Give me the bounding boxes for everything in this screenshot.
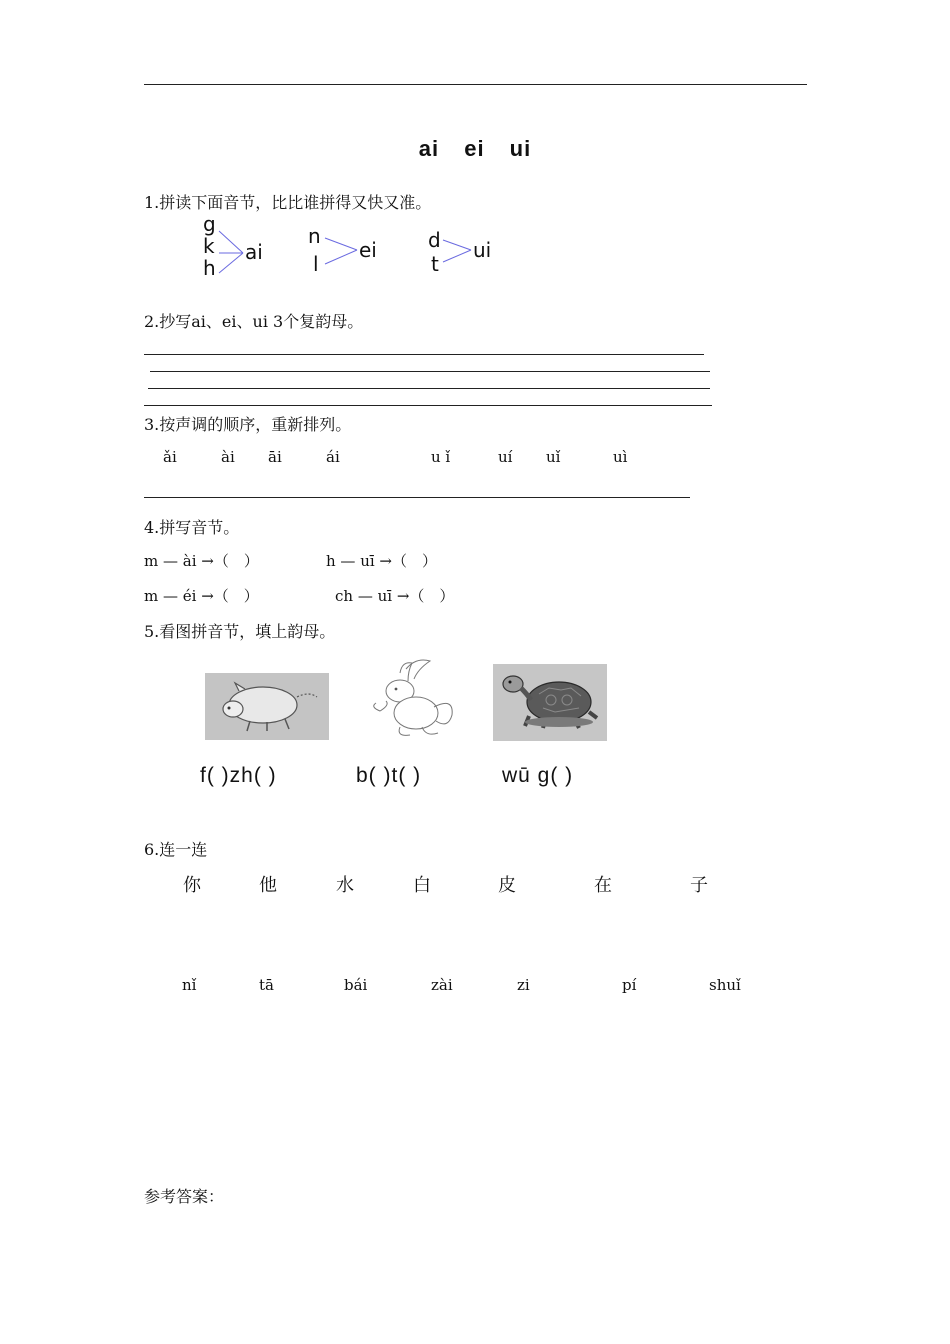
- question-6-text: 6.连一连: [144, 840, 208, 859]
- spell-item: m — ài →（ ）: [144, 552, 259, 570]
- character: 你: [183, 875, 201, 896]
- tone-item: uí: [498, 448, 513, 466]
- final-ai: ai: [245, 240, 263, 264]
- writing-line-3: [148, 388, 710, 389]
- pinyin-item: pí: [622, 976, 637, 994]
- initial-h: h: [203, 256, 216, 280]
- character: 白: [413, 875, 431, 896]
- rabbit-picture: [356, 657, 460, 741]
- page-title: ai ei ui: [418, 136, 532, 161]
- blank-turtle: wū g( ): [502, 764, 574, 787]
- blank-pig: f( )zh( ): [200, 764, 277, 787]
- turtle-picture: [493, 664, 607, 741]
- header-rule: [144, 84, 807, 85]
- spell-item: m — éi →（ ）: [144, 587, 259, 605]
- syllable-diagram: [195, 212, 515, 288]
- initial-d: d: [428, 228, 441, 252]
- tone-item: ǎi: [163, 448, 177, 466]
- pinyin-item: zài: [431, 976, 453, 994]
- writing-line-2: [150, 371, 710, 372]
- character: 他: [259, 875, 277, 896]
- answers-label: 参考答案：: [144, 1187, 225, 1206]
- tone-item: uǐ: [546, 448, 561, 466]
- pinyin-item: zi: [517, 976, 530, 994]
- character: 子: [690, 875, 708, 896]
- question-5-text: 5.看图拼音节，填上韵母。: [144, 622, 336, 641]
- pinyin-item: bái: [344, 976, 368, 994]
- spell-item: ch — uī →（ ）: [335, 587, 455, 605]
- tone-item: ài: [221, 448, 235, 466]
- tone-item: āi: [268, 448, 282, 466]
- character: 在: [594, 875, 612, 896]
- writing-line-1: [144, 354, 704, 355]
- initial-g: g: [203, 212, 216, 236]
- character: 水: [336, 875, 354, 896]
- tone-item: ái: [326, 448, 340, 466]
- tone-item: u ǐ: [431, 448, 451, 466]
- question-3-text: 3.按声调的顺序，重新排列。: [144, 415, 352, 434]
- question-1-text: 1.拼读下面音节，比比谁拼得又快又准。: [144, 193, 432, 212]
- blank-rabbit: b( )t( ): [356, 764, 422, 787]
- initial-n: n: [308, 224, 321, 248]
- pinyin-item: tā: [259, 976, 274, 994]
- final-ei: ei: [359, 238, 377, 262]
- final-ui: ui: [473, 238, 492, 262]
- writing-line-4: [144, 405, 712, 406]
- tone-item: uì: [613, 448, 628, 466]
- question-2-text: 2.抄写ai、ei、ui 3个复韵母。: [144, 312, 364, 331]
- answer-line: [144, 497, 690, 498]
- initial-t: t: [431, 252, 439, 276]
- spell-item: h — uī →（ ）: [326, 552, 437, 570]
- initial-k: k: [203, 234, 215, 258]
- pinyin-item: nǐ: [182, 976, 197, 994]
- initial-l: l: [313, 252, 319, 276]
- character: 皮: [498, 875, 516, 896]
- question-4-text: 4.拼写音节。: [144, 518, 240, 537]
- connector-lines: [195, 218, 515, 288]
- pig-picture: [205, 673, 329, 740]
- pinyin-item: shuǐ: [709, 976, 741, 994]
